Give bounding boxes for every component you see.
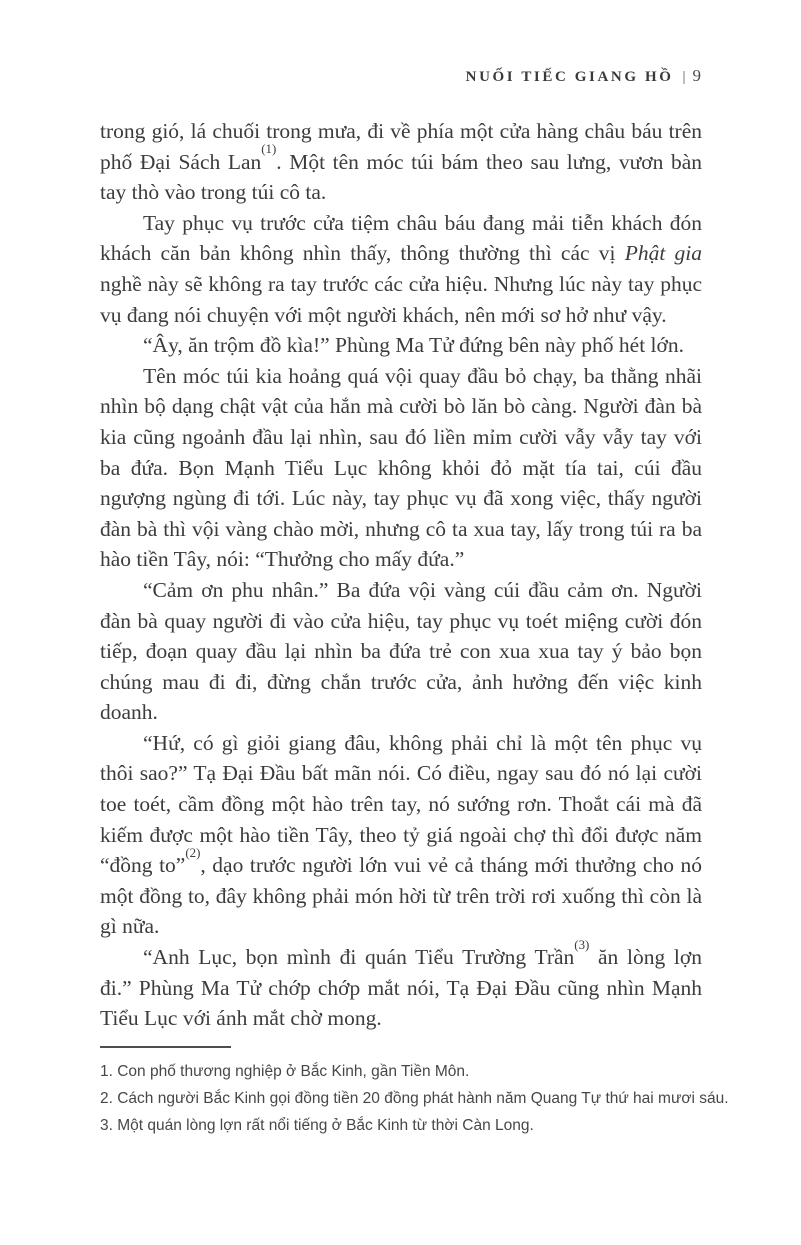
paragraph (100, 208, 702, 330)
paragraph (100, 575, 702, 728)
paragraph (100, 330, 702, 361)
text-run: “Anh Lục, bọn mình đi quán Tiểu Trường Trần (143, 945, 575, 970)
text-run: nghề này sẽ không ra tay trước các cửa hiệu. Nhưng lúc này tay phục vụ đang nói chuyện với một người khách, nên mới sơ hở như vậy. (100, 271, 702, 327)
text-run: . Một tên móc túi bám theo sau lưng, vươn bàn tay thò vào trong túi cô ta. (100, 149, 703, 205)
paragraph (100, 728, 702, 942)
header-separator: | (682, 69, 686, 85)
italic-text: Phật gia (624, 241, 702, 266)
footnote-reference: (1) (261, 142, 277, 157)
footnotes (100, 1058, 765, 1139)
paragraph (100, 116, 702, 208)
footnote-line: 1. Con phố thương nghiệp ở Bắc Kinh, gần Tiền Môn. (100, 1063, 470, 1080)
footnote-line: 3. Một quán lòng lợn rất nổi tiếng ở Bắc Kinh từ thời Càn Long. (100, 1117, 534, 1134)
page-number: 9 (692, 66, 701, 85)
footnote-reference: (3) (574, 937, 590, 952)
text-run: ăn lòng lợn đi.” Phùng Ma Tử chớp chớp mắt nói, Tạ Đại Đầu cũng nhìn Mạnh Tiểu Lục với ánh mắt chờ mong. (100, 945, 703, 1031)
text-run: “Hứ, có gì giỏi giang đâu, không phải chỉ là một tên phục vụ thôi sao?” Tạ Đại Đầu bất mãn nói. Có điều, ngay sau đó nó lại cười toe toét, cầm đồng một hào trên tay, nó sướng rơn. Thoắt cái mà đã kiếm được một hào tiền Tây, theo tỷ giá ngoài chợ thì đổi được năm “đồng to” (100, 730, 702, 878)
text-run: , dạo trước người lớn vui vẻ cả tháng mới thưởng cho nó một đồng to, đây không phải món hời từ trên trời rơi xuống thì còn là gì nữa. (100, 853, 702, 939)
paragraph (100, 937, 703, 1034)
text-run: Tên móc túi kia hoảng quá vội quay đầu bỏ chạy, ba thằng nhãi nhìn bộ dạng chật vật của hắn mà cười bò lăn bò càng. Người đàn bà kia cũng ngoảnh đầu lại nhìn, sau đó liền mỉm cười vẫy vẫy tay với ba đứa. Bọn Mạnh Tiểu Lục không khỏi đỏ mặt tía tai, cúi đầu ngượng ngùng đi tới. Lúc này, tay phục vụ đã xong việc, thấy người đàn bà thì vội vàng chào mời, nhưng cô ta xua tay, lấy trong túi ra ba hào tiền Tây, nói: “Thưởng cho mấy đứa.” (100, 363, 702, 572)
footnote-line: 2. Cách người Bắc Kinh gọi đồng tiền 20 đồng phát hành năm Quang Tự thứ hai mươi sáu. (100, 1090, 729, 1107)
paragraph (100, 361, 702, 575)
text-run: “Cảm ơn phu nhân.” Ba đứa vội vàng cúi đầu cảm ơn. Người đàn bà quay người đi vào cửa hiệu, tay phục vụ toét miệng cười đón tiếp, đoạn quay đầu lại nhìn ba đứa trẻ con xua xua tay ý bảo bọn chúng mau đi đi, đừng chắn trước cửa, ảnh hưởng đến việc kinh doanh. (100, 577, 702, 725)
body-text (100, 116, 702, 1034)
text-run: trong gió, lá chuối trong mưa, đi về phía một cửa hàng châu báu trên phố Đại Sách Lan (100, 119, 702, 174)
running-header (100, 66, 701, 86)
footnote-reference: (2) (185, 846, 201, 860)
text-run: Tay phục vụ trước cửa tiệm châu báu đang mải tiễn khách đón khách căn bản không nhìn thấy, thông thường thì các vị (100, 210, 702, 266)
book-title: NUỐI TIẾC GIANG HỒ (465, 69, 674, 85)
text-run: “Ây, ăn trộm đồ kìa!” Phùng Ma Tử đứng bên này phố hét lớn. (143, 333, 685, 358)
footnote-separator (100, 1046, 231, 1048)
